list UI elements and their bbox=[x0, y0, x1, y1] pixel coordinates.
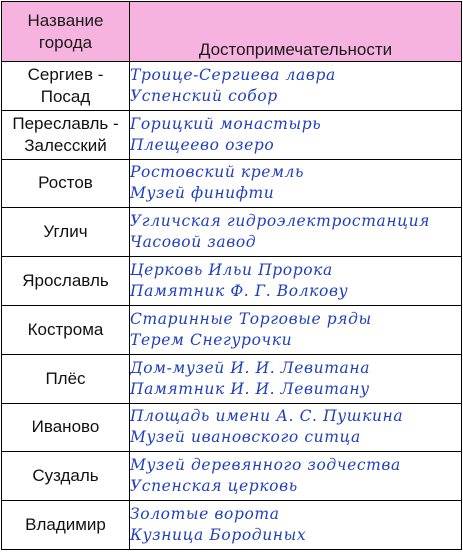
table-row bbox=[2, 305, 462, 354]
sights-cell bbox=[130, 354, 462, 403]
sights-cell bbox=[130, 403, 462, 452]
city-name: Плёс bbox=[2, 354, 130, 403]
sight-item: Горицкий монастырь bbox=[130, 114, 322, 133]
sight-item: Старинные Торговые ряды bbox=[130, 309, 372, 328]
sight-item: Дом-музей И. И. Левитана bbox=[130, 358, 371, 377]
table-row bbox=[2, 452, 462, 501]
table-row bbox=[2, 62, 462, 111]
sight-item: Музей финифти bbox=[130, 184, 275, 203]
sight-item: Площадь имени А. С. Пушкина bbox=[130, 407, 404, 426]
sight-item: Музей ивановского ситца bbox=[130, 428, 361, 447]
table-row bbox=[2, 110, 462, 159]
table-row bbox=[2, 354, 462, 403]
cities-table bbox=[1, 1, 462, 550]
sight-item: Церковь Ильи Пророка bbox=[130, 261, 333, 280]
sights-cell bbox=[130, 159, 462, 208]
city-name: Углич bbox=[2, 208, 130, 257]
sight-item: Терем Снегурочки bbox=[130, 330, 293, 349]
sight-item: Музей деревянного зодчества bbox=[130, 456, 401, 475]
table-row bbox=[2, 501, 462, 550]
table-row bbox=[2, 208, 462, 257]
sights-cell bbox=[130, 208, 462, 257]
sight-item: Плещеево озеро bbox=[130, 135, 275, 154]
sight-item: Угличская гидроэлектростанция bbox=[130, 212, 431, 231]
sights-cell bbox=[130, 257, 462, 306]
sights-cell bbox=[130, 305, 462, 354]
sight-item: Золотые ворота bbox=[130, 505, 280, 524]
sight-item: Кузница Бородиных bbox=[130, 526, 307, 545]
sight-item: Успенский собор bbox=[130, 86, 278, 105]
city-name: Переславль - Залесский bbox=[2, 110, 130, 159]
city-column-header: Название города bbox=[2, 2, 130, 62]
city-name: Ярославль bbox=[2, 257, 130, 306]
city-name: Кострома bbox=[2, 305, 130, 354]
sights-cell bbox=[130, 62, 462, 111]
city-name: Суздаль bbox=[2, 452, 130, 501]
sights-column-header: Достопримечательности bbox=[130, 2, 462, 62]
city-name: Иваново bbox=[2, 403, 130, 452]
sight-item: Памятник И. И. Левитану bbox=[130, 379, 370, 398]
city-name: Ростов bbox=[2, 159, 130, 208]
header-row bbox=[2, 2, 462, 62]
sights-cell bbox=[130, 110, 462, 159]
city-name: Сергиев - Посад bbox=[2, 62, 130, 111]
sight-item: Часовой завод bbox=[130, 233, 257, 252]
sight-item: Троице-Сергиева лавра bbox=[130, 65, 336, 84]
table-row bbox=[2, 403, 462, 452]
table-row bbox=[2, 159, 462, 208]
sight-item: Ростовский кремль bbox=[130, 163, 305, 182]
sights-cell bbox=[130, 452, 462, 501]
sight-item: Успенская церковь bbox=[130, 477, 298, 496]
sights-cell bbox=[130, 501, 462, 550]
sight-item: Памятник Ф. Г. Волкову bbox=[130, 282, 349, 301]
table-row bbox=[2, 257, 462, 306]
city-name: Владимир bbox=[2, 501, 130, 550]
